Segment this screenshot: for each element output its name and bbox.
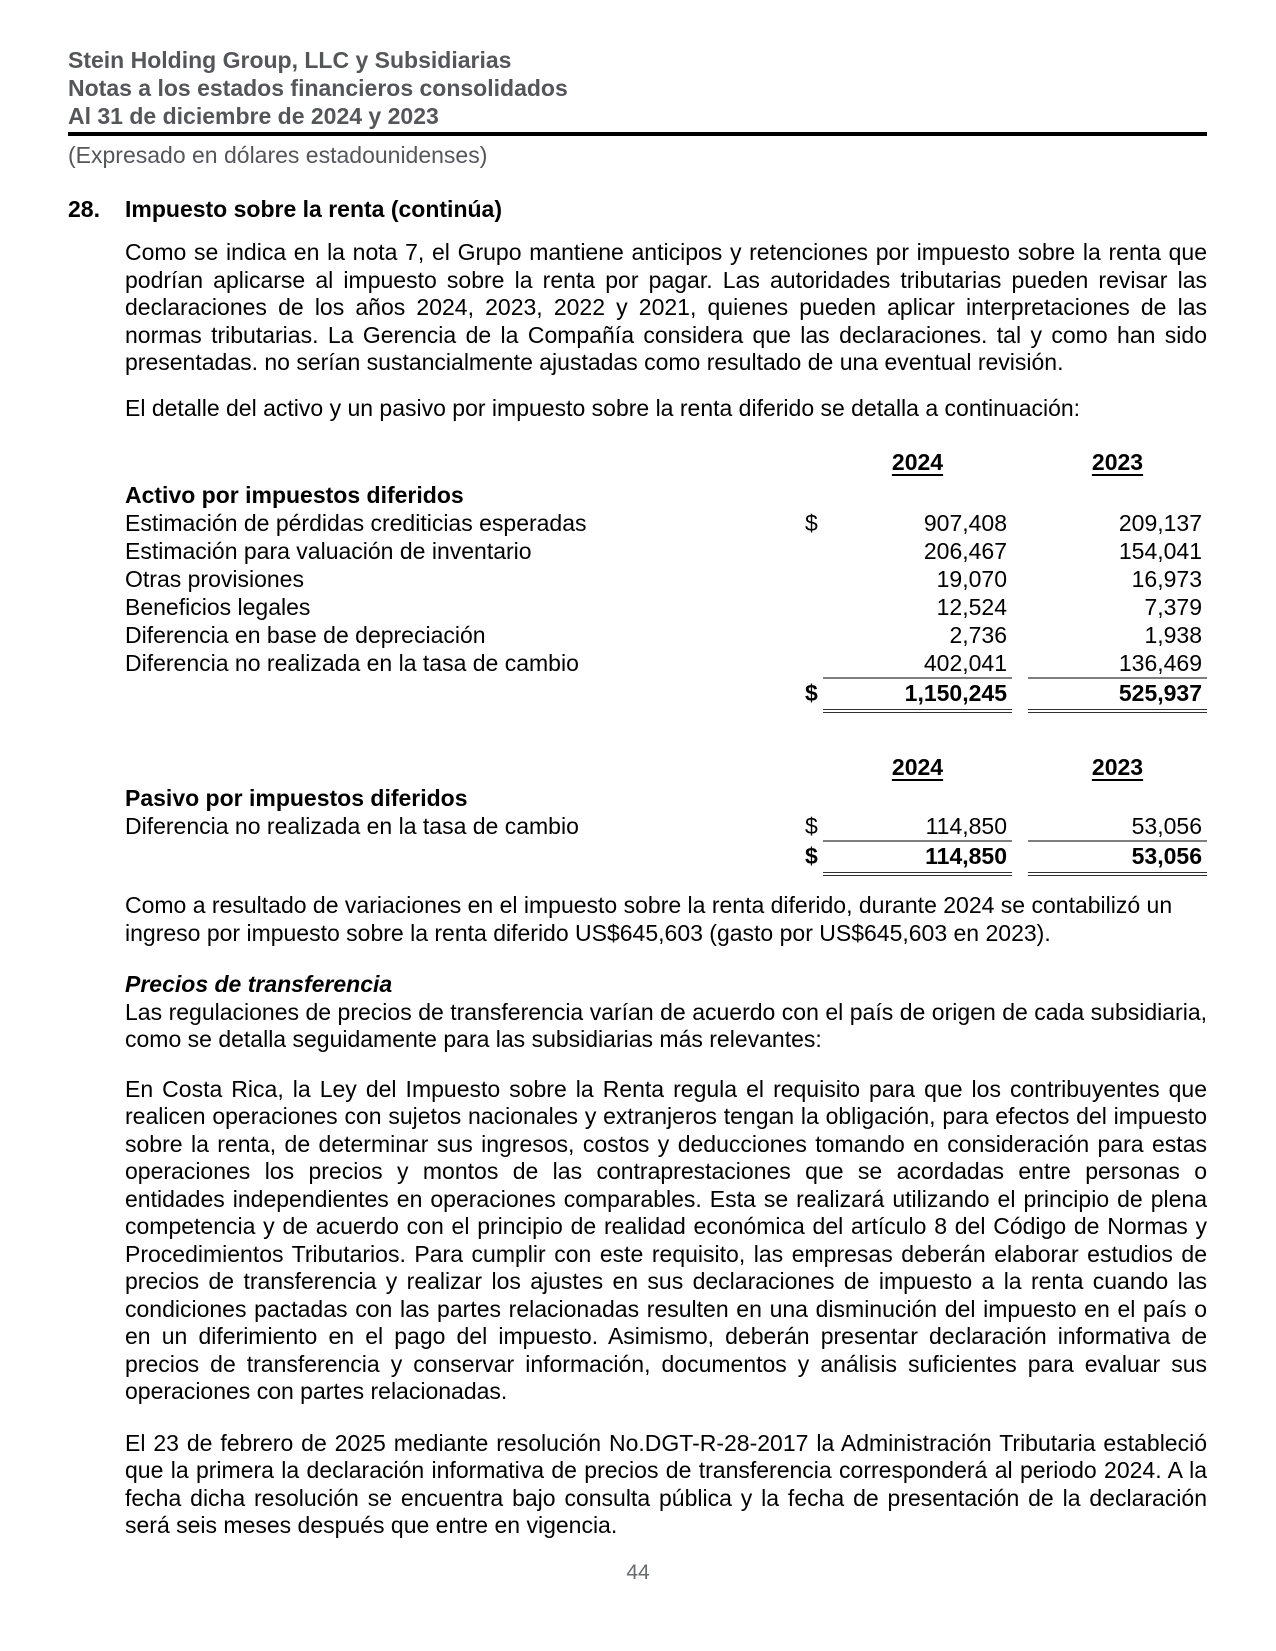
- row-label: Otras provisiones: [125, 566, 304, 592]
- amount-2023: 16,973: [1131, 566, 1202, 592]
- report-date-line: Al 31 de diciembre de 2024 y 2023: [68, 103, 439, 129]
- notes-title: Notas a los estados financieros consolidados: [68, 75, 568, 101]
- amount-2024: 2,736: [949, 622, 1007, 648]
- header-rule: [68, 132, 1207, 136]
- amount-2023: 136,469: [1028, 649, 1207, 679]
- row-label: Diferencia en base de depreciación: [125, 622, 486, 648]
- deferred-result-paragraph: Como a resultado de variaciones en el impuesto sobre la renta diferido, durante 2024 se contabilizó un ingreso por impuesto sobre la renta diferido US$645,603 (gasto por US$645,603 en 2023).: [125, 892, 1173, 946]
- amount-2023: 209,137: [1118, 510, 1202, 536]
- year-header-2023: 2023: [1091, 754, 1144, 780]
- table-row: [125, 649, 1207, 679]
- amount-2024: 19,070: [936, 566, 1007, 592]
- table-row: [125, 537, 1207, 565]
- intro-paragraph: Como se indica en la nota 7, el Grupo mantiene anticipos y retenciones por impuesto sobre la renta que podrían aplicarse al impuesto sobre la renta por pagar. Las autoridades tributarias pueden revisar las declaraciones de los años 2024, 2023, 2022 y 2021, quienes pueden aplicar interpretaciones de las normas tributarias. La Gerencia de la Compañía considera que las declaraciones. tal y como han sido presentadas. no serían sustancialmente ajustadas como resultado de una eventual revisión.: [125, 239, 1207, 375]
- row-label: Beneficios legales: [125, 594, 311, 620]
- currency-symbol: $: [805, 680, 818, 706]
- resolution-paragraph: El 23 de febrero de 2025 mediante resolución No.DGT-R-28-2017 la Administración Tributaria estableció que la primera la declaración informativa de precios de transferencia corresponderá al periodo 2024. A la fecha dicha resolución se encuentra bajo consulta pública y la fecha de presentación de la declaración será seis meses después que entre en vigencia.: [125, 1429, 1207, 1538]
- transfer-pricing-intro: Las regulaciones de precios de transferencia varían de acuerdo con el país de origen de cada subsidiaria, como se detalla seguidamente para las subsidiarias más relevantes:: [125, 998, 1207, 1052]
- detail-lead-paragraph: El detalle del activo y un pasivo por impuesto sobre la renta diferido se detalla a continuación:: [125, 394, 1081, 421]
- table-total-row: [125, 679, 1207, 713]
- total-2024: 1,150,245: [823, 679, 1012, 713]
- amount-2023: 7,379: [1144, 594, 1202, 620]
- costa-rica-paragraph: En Costa Rica, la Ley del Impuesto sobre la Renta regula el requisito para que los contribuyentes que realicen operaciones con sujetos nacionales y extranjeros tengan la obligación, para efectos del impuesto sobre la renta, de determinar sus ingresos, costos y deducciones tomando en consideración para estas operaciones los precios y montos de las contraprestaciones que se acordadas entre personas o entidades independientes en operaciones comparables. Esta se realizará utilizando el principio de plena competencia y de acuerdo con el principio de realidad económica del artículo 8 del Código de Normas y Procedimientos Tributarios. Para cumplir con este requisito, las empresas deberán elaborar estudios de precios de transferencia y realizar los ajustes en sus declaraciones de impuesto a la renta cuando las condiciones pactadas con las partes relacionadas resulten en una disminución del impuesto en el país o en un diferimiento en el pago del impuesto. Asimismo, deberán presentar declaración informativa de precios de transferencia y conservar información, documentos y análisis suficientes para evaluar sus operaciones con partes relacionadas.: [125, 1075, 1207, 1404]
- table-year-header-row: [125, 448, 1207, 476]
- total-2023: 53,056: [1028, 842, 1207, 876]
- section-heading: [68, 195, 1207, 223]
- document-header: [68, 46, 1207, 130]
- amount-2023: 53,056: [1028, 812, 1207, 842]
- row-label: Diferencia no realizada en la tasa de cambio: [125, 650, 579, 676]
- year-header-2023: 2023: [1091, 449, 1144, 475]
- section-title: Impuesto sobre la renta (continúa): [125, 196, 502, 222]
- total-2024: 114,850: [823, 842, 1012, 876]
- amount-2024: 402,041: [823, 649, 1012, 679]
- currency-symbol: $: [805, 843, 818, 869]
- table-row: [125, 593, 1207, 621]
- table-group-title: Pasivo por impuestos diferidos: [125, 785, 468, 811]
- company-name: Stein Holding Group, LLC y Subsidiarias: [68, 47, 512, 73]
- year-header-2024: 2024: [891, 754, 944, 780]
- amount-2024: 114,850: [823, 812, 1012, 842]
- body-text: [125, 239, 1207, 422]
- section-number: 28.: [68, 196, 100, 222]
- body-text: [125, 892, 1207, 1540]
- year-header-2024: 2024: [891, 449, 944, 475]
- currency-symbol: $: [805, 510, 818, 536]
- row-label: Diferencia no realizada en la tasa de cambio: [125, 813, 579, 839]
- amount-2024: 206,467: [923, 538, 1007, 564]
- amount-2023: 1,938: [1144, 622, 1202, 648]
- total-2023: 525,937: [1028, 679, 1207, 713]
- page-number: 44: [626, 1561, 650, 1584]
- table-row: [125, 509, 1207, 537]
- amount-2023: 154,041: [1118, 538, 1202, 564]
- table-year-header-row: [125, 753, 1207, 781]
- table-row: [125, 812, 1207, 842]
- row-label: Estimación de pérdidas crediticias esperadas: [125, 510, 587, 536]
- table-total-row: [125, 842, 1207, 876]
- table-group-title: Activo por impuestos diferidos: [125, 482, 464, 508]
- amount-2024: 907,408: [923, 510, 1007, 536]
- amount-2024: 12,524: [936, 594, 1007, 620]
- table-row: [125, 621, 1207, 649]
- currency-symbol: $: [805, 813, 818, 839]
- table-row: [125, 565, 1207, 593]
- currency-note: (Expresado en dólares estadounidenses): [68, 142, 488, 168]
- deferred-asset-table: [125, 448, 1207, 713]
- deferred-liability-table: [125, 753, 1207, 876]
- row-label: Estimación para valuación de inventario: [125, 538, 532, 564]
- transfer-pricing-heading: Precios de transferencia: [125, 971, 393, 997]
